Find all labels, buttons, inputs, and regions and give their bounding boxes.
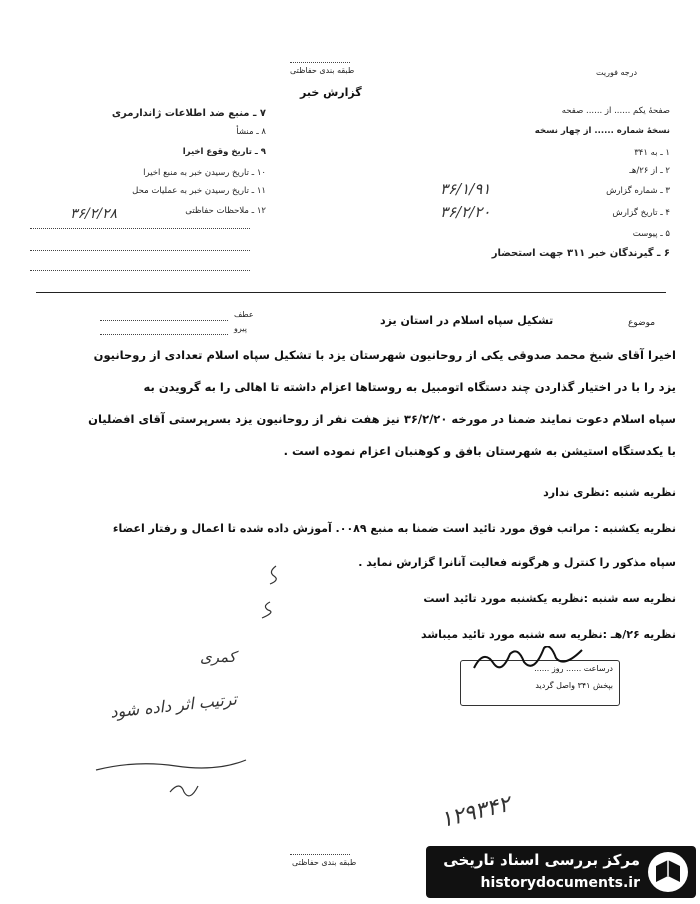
- origin-field: ۸ ـ منشأ: [236, 127, 266, 137]
- to-field: ۱ ـ به ۳۴۱: [634, 148, 670, 158]
- opinion-26h: نظریه ۲۶/هـ :نظریه سه شنبه مورد تائید میباشد: [420, 628, 676, 641]
- source-field: ۷ ـ منبع ضد اطلاعات ژاندارمری: [111, 108, 266, 119]
- ref-peyro-label: پیرو: [234, 324, 247, 333]
- report-title: گزارش خبر: [300, 86, 362, 99]
- security-notes-value: ۳۶/۲/۲۸: [70, 206, 118, 222]
- attachment-field: ۵ ـ پیوست: [632, 229, 670, 239]
- copy-number-field: نسخهٔ شماره ...... از چهار نسخه: [534, 126, 670, 136]
- body-line-4: با یکدستگاه استیشن به شهرستان بافق و کوهنبان اعزام نموده است .: [283, 444, 676, 458]
- report-date-value: ۳۶/۲/۲۰: [440, 203, 491, 221]
- opinion-sunday-2: سپاه مذکور را کنترل و هرگونه فعالیت آنانرا گزارش نماید .: [358, 556, 676, 569]
- initials-scribble: [236, 556, 296, 626]
- page-count-field: صفحهٔ یکم ...... از ...... صفحه: [561, 106, 670, 116]
- security-notes-field: ۱۲ ـ ملاحظات حفاظتی: [185, 206, 266, 216]
- footer-dotline: [290, 854, 350, 855]
- report-number-value: ۳۶/۱/۹۱: [440, 180, 491, 198]
- blank-dotline-1: [30, 228, 250, 229]
- handwritten-note-mid: ترتیب اثر داده شود: [109, 689, 238, 722]
- ref-dotline-1: [100, 320, 228, 321]
- subject-text: تشکیل سپاه اسلام در استان یزد: [380, 314, 554, 327]
- ref-atf-label: عطف: [234, 310, 254, 319]
- ops-date-field: ۱۱ ـ تاریخ رسیدن خبر به عملیات محل: [132, 186, 266, 196]
- opinion-sunday-1: نظریه یکشنبه : مراتب فوق مورد تائید است ضمنا به منبع ۰۰۸۹. آموزش داده شده تا اعمال و رفتار اعضاء: [112, 522, 676, 535]
- urgency-label: درجه فوریت: [596, 68, 638, 77]
- stamp-line-1: درساعت ...... روز ......: [534, 664, 613, 673]
- body-line-1: اخیرا آقای شیخ محمد صدوقی یکی از روحانیون شهرستان یزد با تشکیل سپاه اسلام تعدادی از روحانیون: [93, 348, 676, 362]
- subject-label: موضوع: [628, 318, 656, 328]
- stamp-line-2: بپخش ۳۴۱ واصل گردید: [535, 681, 613, 690]
- body-line-3: سپاه اسلام دعوت نمایند ضمنا در مورخه ۳۶/۲/۲۰ نیز هفت نفر از روحانیون یزد بسرپرستی آقای افضلیان: [88, 412, 676, 426]
- body-line-2: یزد را با در اختیار گذاردن چند دستگاه اتومبیل به روستاها اعزام داشته تا اهالی را به گرویدن به: [143, 380, 676, 394]
- header-divider: [36, 292, 666, 293]
- opinion-tuesday: نظریه سه شنبه :نظریه یکشنبه مورد تائید است: [423, 592, 676, 605]
- blank-dotline-2: [30, 250, 250, 251]
- ref-dotline-2: [100, 334, 228, 335]
- classification-label-bottom: طبقه بندی حفاظتی: [292, 858, 357, 867]
- blank-dotline-3: [30, 270, 250, 271]
- event-date-field: ۹ ـ تاریخ وقوع اخیرا: [182, 147, 266, 157]
- from-field: ۲ ـ از ۲۶/هـ: [629, 166, 670, 176]
- recipients-field: ۶ ـ گیرندگان خبر ۳۱۱ جهت استحضار: [491, 248, 670, 259]
- logo-persian-text: مرکز بررسی اسناد تاریخی: [443, 851, 640, 869]
- archive-logo: [426, 846, 696, 898]
- handwritten-archive-number: ۱۲۹۳۴۲: [438, 791, 513, 834]
- handwritten-note-top: کمری: [200, 648, 236, 666]
- classification-label-top: طبقه بندی حفاظتی: [290, 66, 355, 75]
- receipt-date-field: ۱۰ ـ تاریخ رسیدن خبر به منبع اخیرا: [143, 168, 266, 178]
- report-number-field: ۳ ـ شماره گزارش: [606, 186, 670, 196]
- report-date-field: ۴ ـ تاریخ گزارش: [612, 208, 670, 218]
- logo-domain-text: historydocuments.ir: [480, 875, 640, 891]
- stamp-signature-scribble: [470, 646, 590, 676]
- opinion-saturday: نظریه شنبه :نظری ندارد: [543, 486, 676, 499]
- handwritten-signature: [90, 740, 290, 810]
- logo-book-icon: [646, 850, 690, 894]
- classification-dotline: [290, 62, 350, 63]
